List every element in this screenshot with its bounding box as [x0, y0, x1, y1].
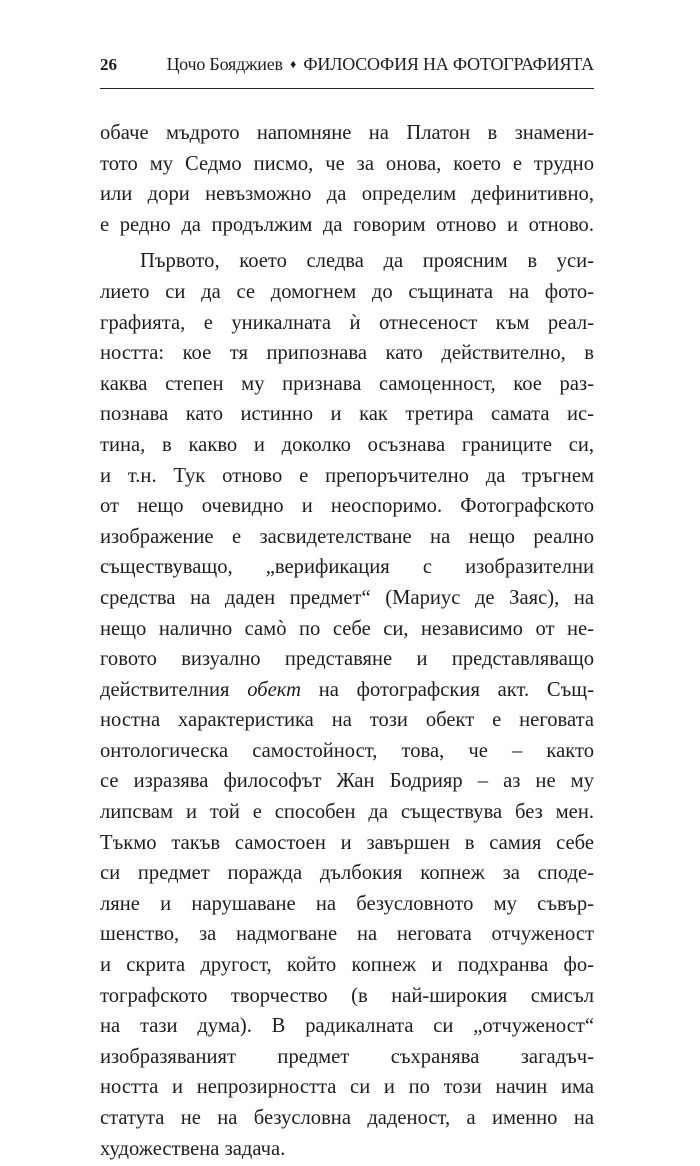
- text-line: съществуващо, „верификация с изобразителни: [100, 556, 594, 579]
- text-line: ляне и нарушаване на безусловното му съвър-: [100, 892, 594, 915]
- text-line: се изразява философът Жан Бодрияр – аз не му: [100, 770, 594, 793]
- text-line: онтологическа самостойност, това, че – както: [100, 739, 594, 762]
- page-body: [100, 118, 594, 1164]
- text-line: нещо налично самò по себе си, независимо от не-: [100, 617, 594, 640]
- text-line: и т.н. Тук отново е препоръчително да тръгнем: [100, 464, 594, 487]
- text-line: си предмет поражда дълбокия копнеж за споде-: [100, 862, 594, 885]
- text-line: ността и непрозирността си и по този начин има: [100, 1076, 594, 1099]
- text-line: Тъкмо такъв самостоен и завършен в самия себе: [100, 831, 594, 854]
- text-line: тографското творчество (в най-широкия смисъл: [100, 984, 594, 1007]
- emphasized-word: обект: [247, 678, 301, 701]
- text-line: ностна характеристика на този обект е неговата: [100, 709, 594, 732]
- text-line: говото визуално представяне и представляващо: [100, 648, 594, 671]
- text-segment: на фотографския акт. Същ-: [300, 678, 594, 701]
- paragraph-reality: [100, 246, 594, 1164]
- header-rule: [100, 88, 594, 89]
- author-name: Цочо Бояджиев: [166, 54, 283, 74]
- text-line: обаче мъдрото напомняне на Платон в знамени-: [100, 122, 594, 144]
- text-line: или дори невъзможно да определим дефинитивно,: [100, 183, 594, 206]
- text-line: тото му Седмо писмо, че за онова, което е трудно: [100, 152, 594, 175]
- book-title: ФИЛОСОФИЯ НА ФОТОГРАФИЯТА: [303, 54, 594, 74]
- text-line: познава като истинно и как третира самата ис-: [100, 403, 594, 426]
- text-line: тина, в какво и доколко осъзнава границите си,: [100, 433, 594, 456]
- text-line: шенство, за надмогване на неговата отчуженост: [100, 923, 594, 946]
- text-line: липсвам и той е способен да съществува без мен.: [100, 801, 594, 824]
- paragraph-continued: [100, 118, 594, 240]
- text-line: е редно да продължим да говорим отново и отново.: [100, 213, 594, 236]
- text-line: изображение е засвидетелстване на нещо реално: [100, 525, 594, 548]
- text-line-with-emphasis: [100, 675, 594, 706]
- page-number: 26: [100, 55, 117, 74]
- text-line: Първото, което следва да проясним в уси-: [140, 250, 594, 273]
- text-line: лието си да се домогнем до същината на фото-: [100, 280, 594, 303]
- running-head: [100, 54, 594, 80]
- text-line: изобразяваният предмет съхранява загадъч-: [100, 1045, 594, 1068]
- text-line: на тази дума). В радикалната си „отчуженост“: [100, 1015, 594, 1038]
- text-line: графията, е уникалната ѝ отнесеност към реал-: [100, 311, 594, 334]
- running-title: [167, 54, 594, 75]
- diamond-separator-icon: ♦: [290, 57, 297, 71]
- text-line: художествена задача.: [100, 1137, 286, 1160]
- text-line: и скрита другост, който копнеж и подхранва фо-: [100, 954, 594, 977]
- text-line: ността: кое тя припознава като действително, в: [100, 342, 594, 365]
- text-line: каква степен му признава самоценност, кое раз-: [100, 372, 594, 395]
- text-line: от нещо очевидно и неоспоримо. Фотографското: [100, 495, 594, 518]
- text-line: статута не на безусловна даденост, а именно на: [100, 1107, 594, 1129]
- text-line: средства на даден предмет“ (Мариус де Заяс), на: [100, 586, 594, 609]
- text-segment: действителния: [100, 678, 248, 701]
